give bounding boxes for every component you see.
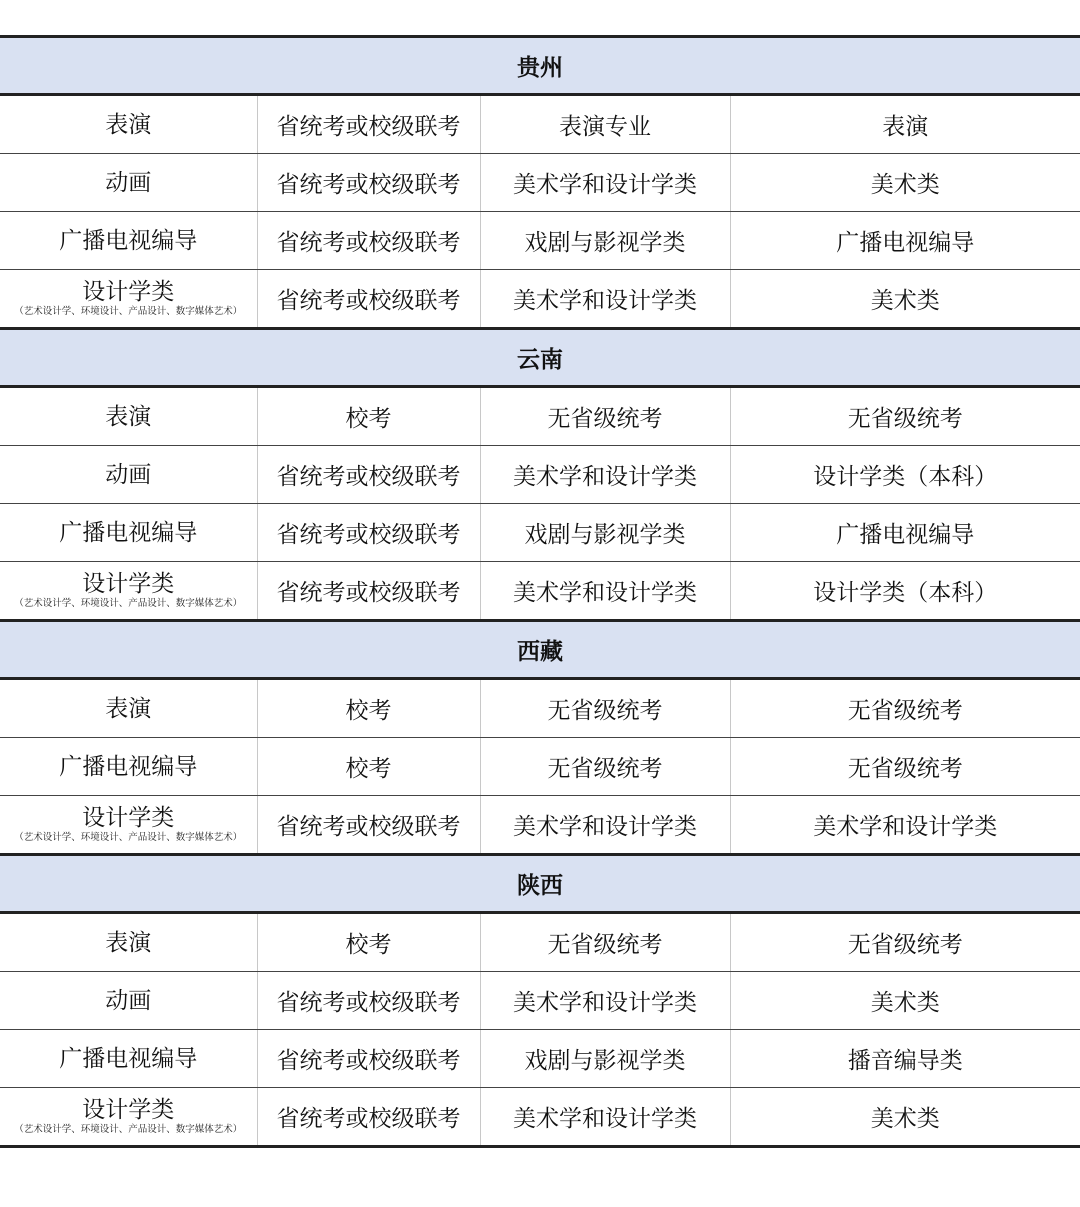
table-row [0, 387, 1080, 446]
table-row [0, 446, 1080, 504]
province-category-cell: 表演 [730, 95, 1080, 154]
category-cell: 美术学和设计学类 [480, 446, 730, 504]
major-name: 设计学类 [82, 805, 175, 831]
region-header-row [0, 621, 1080, 679]
exam-type-cell: 省统考或校级联考 [257, 1088, 480, 1147]
exam-type-cell: 省统考或校级联考 [257, 562, 480, 621]
exam-type-cell: 校考 [257, 738, 480, 796]
major-note: （艺术设计学、环境设计、产品设计、数字媒体艺术） [14, 832, 243, 843]
major-cell [0, 1088, 257, 1147]
category-cell: 美术学和设计学类 [480, 796, 730, 855]
exam-type-cell: 省统考或校级联考 [257, 212, 480, 270]
table-row [0, 738, 1080, 796]
major-name: 表演 [105, 929, 152, 956]
major-note: （艺术设计学、环境设计、产品设计、数字媒体艺术） [14, 1124, 243, 1135]
exam-type-cell: 省统考或校级联考 [257, 270, 480, 329]
major-cell [0, 154, 257, 212]
major-cell [0, 212, 257, 270]
major-name: 表演 [105, 695, 152, 722]
major-name: 表演 [105, 403, 152, 430]
major-name: 设计学类 [82, 279, 175, 305]
table-row [0, 679, 1080, 738]
province-category-cell: 无省级统考 [730, 913, 1080, 972]
province-category-cell: 美术类 [730, 154, 1080, 212]
major-name: 广播电视编导 [59, 753, 198, 780]
major-cell [0, 562, 257, 621]
province-category-cell: 无省级统考 [730, 387, 1080, 446]
major-name: 表演 [105, 111, 152, 138]
table-row [0, 212, 1080, 270]
region-name: 陕西 [0, 855, 1080, 913]
category-cell: 美术学和设计学类 [480, 1088, 730, 1147]
province-category-cell: 美术类 [730, 270, 1080, 329]
region-header-row [0, 37, 1080, 95]
region-header-row [0, 855, 1080, 913]
admission-table [0, 35, 1080, 1148]
province-category-cell: 播音编导类 [730, 1030, 1080, 1088]
table-row [0, 1030, 1080, 1088]
exam-type-cell: 省统考或校级联考 [257, 154, 480, 212]
table-row [0, 504, 1080, 562]
category-cell: 戏剧与影视学类 [480, 504, 730, 562]
region-name: 西藏 [0, 621, 1080, 679]
province-category-cell: 美术学和设计学类 [730, 796, 1080, 855]
major-cell [0, 270, 257, 329]
table-row [0, 154, 1080, 212]
table-row [0, 1088, 1080, 1147]
major-name: 广播电视编导 [59, 519, 198, 546]
major-cell [0, 738, 257, 796]
table-row [0, 972, 1080, 1030]
major-cell [0, 446, 257, 504]
exam-type-cell: 省统考或校级联考 [257, 796, 480, 855]
exam-type-cell: 校考 [257, 913, 480, 972]
major-name: 动画 [105, 169, 152, 196]
major-cell [0, 95, 257, 154]
province-category-cell: 设计学类（本科） [730, 446, 1080, 504]
category-cell: 美术学和设计学类 [480, 270, 730, 329]
category-cell: 无省级统考 [480, 387, 730, 446]
category-cell: 戏剧与影视学类 [480, 212, 730, 270]
major-name: 动画 [105, 987, 152, 1014]
category-cell: 无省级统考 [480, 913, 730, 972]
major-cell [0, 679, 257, 738]
major-name: 广播电视编导 [59, 1045, 198, 1072]
exam-type-cell: 省统考或校级联考 [257, 504, 480, 562]
exam-type-cell: 省统考或校级联考 [257, 446, 480, 504]
province-category-cell: 设计学类（本科） [730, 562, 1080, 621]
table-row [0, 562, 1080, 621]
province-category-cell: 无省级统考 [730, 679, 1080, 738]
table-row [0, 796, 1080, 855]
major-cell [0, 1030, 257, 1088]
major-note: （艺术设计学、环境设计、产品设计、数字媒体艺术） [14, 306, 243, 317]
major-cell [0, 504, 257, 562]
major-cell [0, 913, 257, 972]
table-body [0, 37, 1080, 1147]
major-name: 广播电视编导 [59, 227, 198, 254]
major-note: （艺术设计学、环境设计、产品设计、数字媒体艺术） [14, 598, 243, 609]
province-category-cell: 广播电视编导 [730, 212, 1080, 270]
province-category-cell: 美术类 [730, 972, 1080, 1030]
region-name: 云南 [0, 329, 1080, 387]
category-cell: 无省级统考 [480, 738, 730, 796]
exam-type-cell: 省统考或校级联考 [257, 972, 480, 1030]
major-cell [0, 796, 257, 855]
category-cell: 无省级统考 [480, 679, 730, 738]
region-header-row [0, 329, 1080, 387]
exam-type-cell: 校考 [257, 387, 480, 446]
category-cell: 美术学和设计学类 [480, 154, 730, 212]
exam-type-cell: 校考 [257, 679, 480, 738]
province-category-cell: 无省级统考 [730, 738, 1080, 796]
major-name: 动画 [105, 461, 152, 488]
major-name: 设计学类 [82, 571, 175, 597]
table-row [0, 95, 1080, 154]
province-category-cell: 美术类 [730, 1088, 1080, 1147]
category-cell: 戏剧与影视学类 [480, 1030, 730, 1088]
major-name: 设计学类 [82, 1097, 175, 1123]
table-row [0, 913, 1080, 972]
category-cell: 表演专业 [480, 95, 730, 154]
region-name: 贵州 [0, 37, 1080, 95]
major-cell [0, 387, 257, 446]
exam-type-cell: 省统考或校级联考 [257, 1030, 480, 1088]
category-cell: 美术学和设计学类 [480, 972, 730, 1030]
major-cell [0, 972, 257, 1030]
exam-type-cell: 省统考或校级联考 [257, 95, 480, 154]
province-category-cell: 广播电视编导 [730, 504, 1080, 562]
category-cell: 美术学和设计学类 [480, 562, 730, 621]
table-row [0, 270, 1080, 329]
